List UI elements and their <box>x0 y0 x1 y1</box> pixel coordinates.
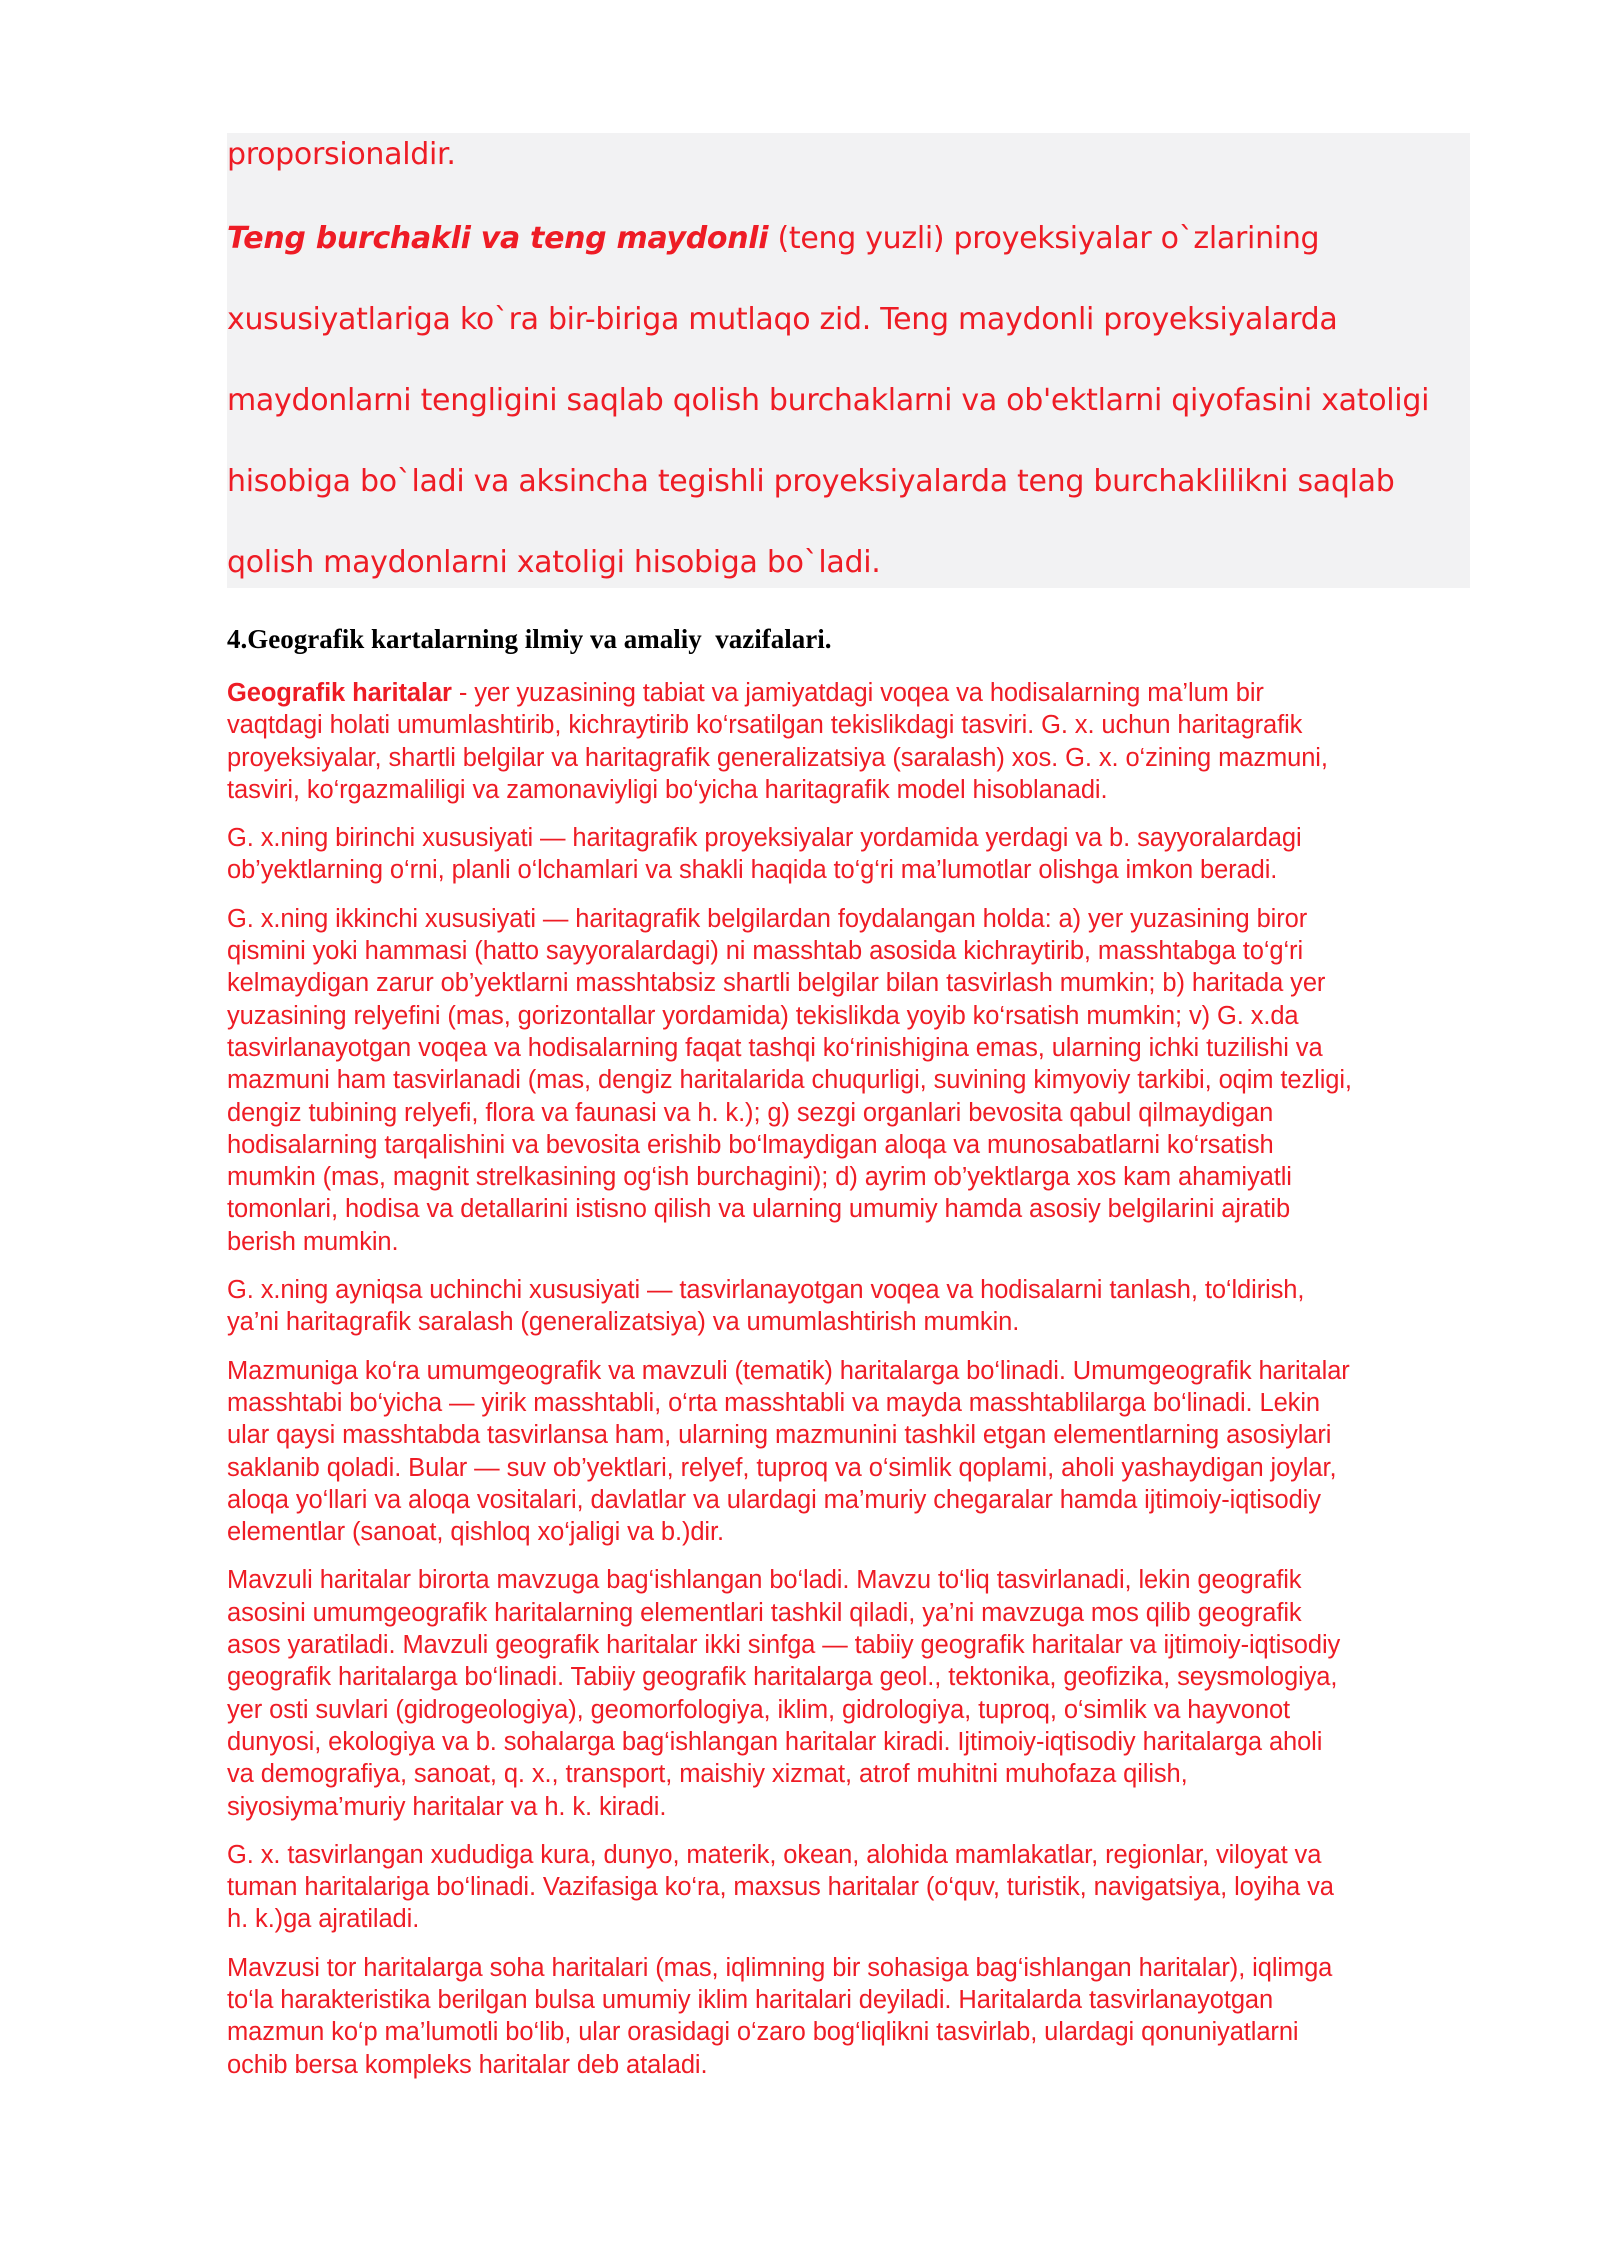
text-line <box>227 1355 1477 1387</box>
text-span: mumkin (mas, magnit strelkasining og‘ish burchagini); d) ayrim ob’yektlarga xos kam ahamiyatli <box>227 1163 1292 1192</box>
text-line <box>227 2049 1477 2081</box>
text-line: maydonlarni tengligini saqlab qolish burchaklarni va ob'ektlarni qiyofasini xatoligi <box>227 383 1430 418</box>
text-line <box>227 742 1477 774</box>
text-line <box>227 1193 1477 1225</box>
text-span: (teng yuzli) proyeksiyalar o`zlarining <box>768 221 1320 256</box>
text-span: qismini yoki hammasi (hatto sayyoralardagi) ni masshtab asosida kichraytirib, masshtabga to‘g‘ri <box>227 937 1304 966</box>
bold-term: Geografik haritalar <box>227 679 452 707</box>
text-line <box>227 1387 1477 1419</box>
text-line <box>227 1758 1477 1790</box>
text-span: geografik haritalarga bo‘linadi. Tabiiy geografik haritalarga geol., tektonika, geofizika, seysmologiya, <box>227 1663 1338 1692</box>
text-line <box>227 221 1319 256</box>
text-line <box>227 1484 1477 1516</box>
text-line <box>227 1097 1477 1129</box>
text-line <box>227 1032 1477 1064</box>
text-span: masshtabi bo‘yicha — yirik masshtabli, o‘rta masshtabli va mayda masshtablilarga bo‘linadi. Lekin <box>227 1388 1320 1417</box>
text-line <box>227 1903 1477 1935</box>
text-line <box>227 1129 1477 1161</box>
text-span: asos yaratiladi. Mavzuli geografik haritalar ikki sinfga — tabiiy geografik haritalar va ijtimoiy-iqtisodiy <box>227 1631 1341 1660</box>
text-span: ob’yektlarning o‘rni, planli o‘lchamlari va shakli haqida to‘g‘ri ma’lumotlar olishga imkon beradi. <box>227 856 1278 885</box>
paragraph <box>227 1274 1477 1339</box>
text-span: G. x.ning birinchi xususiyati — haritagrafik proyeksiyalar yordamida yerdagi va b. sayyoralardagi <box>227 824 1302 853</box>
text-line <box>227 854 1477 886</box>
text-span: mazmun ko‘p ma’lumotli bo‘lib, ular orasidagi o‘zaro bog‘liqlikni tasvirlab, ulardagi qonuniyatlarni <box>227 2018 1299 2047</box>
text-line <box>227 1274 1477 1306</box>
paragraph <box>227 1839 1477 1936</box>
highlighted-text-block <box>227 133 1470 588</box>
text-span: G. x. tasvirlangan xududiga kura, dunyo, materik, okean, alohida mamlakatlar, regionlar, viloyat va <box>227 1840 1322 1869</box>
text-span: tasviri, ko‘rgazmaliligi va zamonaviyligi bo‘yicha haritagrafik model hisoblanadi. <box>227 775 1108 804</box>
text-span: dunyosi, ekologiya va b. sohalarga bag‘ishlangan haritalar kiradi. Ijtimoiy-iqtisodiy haritalarga aholi <box>227 1727 1323 1756</box>
text-span: mazmuni ham tasvirlanadi (mas, dengiz haritalarida chuqurligi, suvining kimyoviy tarkibi, oqim tezligi, <box>227 1066 1352 1095</box>
text-line <box>227 1564 1477 1596</box>
text-span: to‘la harakteristika berilgan bulsa umumiy iklim haritalari deyiladi. Haritalarda tasvirlanayotgan <box>227 1985 1274 2014</box>
text-span: saklanib qoladi. Bular — suv ob’yektlari, relyef, tuproq va o‘simlik qoplami, aholi yashaydigan joylar, <box>227 1453 1337 1482</box>
paragraph <box>227 903 1477 1258</box>
text-span: ochib bersa kompleks haritalar deb ataladi. <box>227 2050 708 2079</box>
text-line <box>227 1952 1477 1984</box>
text-span: berish mumkin. <box>227 1227 399 1256</box>
paragraph <box>227 1952 1477 2081</box>
text-span: siyosiyma’muriy haritalar va h. k. kiradi. <box>227 1792 667 1821</box>
text-line <box>227 1597 1477 1629</box>
text-line <box>227 822 1477 854</box>
paragraph <box>227 677 1477 806</box>
text-line <box>227 1226 1477 1258</box>
text-line <box>227 967 1477 999</box>
text-span: tuman haritalariga bo‘linadi. Vazifasiga ko‘ra, maxsus haritalar (o‘quv, turistik, navigatsiya, loyiha va <box>227 1873 1334 1902</box>
text-span: Mavzusi tor haritalarga soha haritalari (mas, iqlimning bir sohasiga bag‘ishlangan haritalar), iqlimga <box>227 1953 1333 1982</box>
text-span: hodisalarning tarqalishini va bevosita erishib bo‘lmaydigan aloqa va munosabatlarni ko‘rsatish <box>227 1130 1274 1159</box>
paragraph <box>227 1355 1477 1549</box>
text-line: hisobiga bo`ladi va aksincha tegishli proyeksiyalarda teng burchaklilikni saqlab <box>227 464 1395 499</box>
paragraph <box>227 822 1477 887</box>
text-span: Mavzuli haritalar birorta mavzuga bag‘ishlangan bo‘ladi. Mavzu to‘liq tasvirlanadi, lekin geografik <box>227 1566 1302 1595</box>
text-line <box>227 1000 1477 1032</box>
text-line <box>227 903 1477 935</box>
text-line <box>227 1839 1477 1871</box>
text-span: kelmaydigan zarur ob’yektlarni masshtabsiz shartli belgilar bilan tasvirlash mumkin; b) haritada yer <box>227 969 1326 998</box>
text-span: tasvirlanayotgan voqea va hodisalarning faqat tashqi ko‘rinishigina emas, ularning ichki tuzilishi va <box>227 1033 1323 1062</box>
text-line <box>227 1984 1477 2016</box>
text-line <box>227 1516 1477 1548</box>
text-line <box>227 1306 1477 1338</box>
text-line <box>227 677 1477 709</box>
text-span: va demografiya, sanoat, q. x., transport, maishiy xizmat, atrof muhitni muhofaza qilish, <box>227 1760 1188 1789</box>
text-line <box>227 2016 1477 2048</box>
text-line <box>227 774 1477 806</box>
text-line <box>227 1694 1477 1726</box>
text-span: Mazmuniga ko‘ra umumgeografik va mavzuli (tematik) haritalarga bo‘linadi. Umumgeografik haritalar <box>227 1356 1350 1385</box>
text-line <box>227 935 1477 967</box>
text-line <box>227 1871 1477 1903</box>
text-span: dengiz tubining relyefi, flora va faunasi va h. k.); g) sezgi organlari bevosita qabul qilmaydigan <box>227 1098 1274 1127</box>
text-span: - yer yuzasining tabiat va jamiyatdagi voqea va hodisalarning ma’lum bir <box>451 679 1264 707</box>
text-line: proporsionaldir. <box>227 137 456 172</box>
text-span: proyeksiyalar, shartli belgilar va haritagrafik generalizatsiya (saralash) xos. G. x. o‘zining mazmuni, <box>227 743 1328 772</box>
text-line <box>227 709 1477 741</box>
text-line <box>227 1064 1477 1096</box>
bold-term: Teng burchakli va teng maydonli <box>227 221 769 256</box>
text-span: ya’ni haritagrafik saralash (generalizatsiya) va umumlashtirish mumkin. <box>227 1308 1020 1337</box>
text-span: elementlar (sanoat, qishloq xo‘jaligi va b.)dir. <box>227 1518 724 1547</box>
text-span: tomonlari, hodisa va detallarini istisno qilish va ularning umumiy hamda asosiy belgilarini ajratib <box>227 1195 1291 1224</box>
section-heading: 4.Geografik kartalarning ilmiy va amaliy vazifalari. <box>227 624 832 654</box>
text-span: h. k.)ga ajratiladi. <box>227 1905 420 1934</box>
text-line <box>227 1661 1477 1693</box>
text-span: G. x.ning ayniqsa uchinchi xususiyati — tasvirlanayotgan voqea va hodisalarni tanlash, to‘ldirish, <box>227 1276 1305 1305</box>
text-span: G. x.ning ikkinchi xususiyati — haritagrafik belgilardan foydalangan holda: a) yer yuzasining biror <box>227 904 1308 933</box>
text-span: vaqtdagi holati umumlashtirib, kichraytirib ko‘rsatilgan tekislikdagi tasviri. G. x. uchun haritagrafik <box>227 711 1303 740</box>
text-line <box>227 1161 1477 1193</box>
text-span: yuzasining relyefini (mas, gorizontallar yordamida) tekislikda yoyib ko‘rsatish mumkin; v) G. x.da <box>227 1001 1299 1030</box>
text-line <box>227 1791 1477 1823</box>
text-span: aloqa yo‘llari va aloqa vositalari, davlatlar va ulardagi ma’muriy chegaralar hamda ijtimoiy-iqtisodiy <box>227 1485 1321 1514</box>
text-line: xususiyatlariga ko`ra bir-biriga mutlaqo zid. Teng maydonli proyeksiyalarda <box>227 302 1338 337</box>
text-line <box>227 1726 1477 1758</box>
text-line: qolish maydonlarni xatoligi hisobiga bo`ladi. <box>227 545 881 580</box>
text-span: ular qaysi masshtabda tasvirlansa ham, ularning mazmunini tashkil etgan elementlarning asosiylari <box>227 1421 1332 1450</box>
text-span: yer osti suvlari (gidrogeologiya), geomorfologiya, iklim, gidrologiya, tuproq, o‘simlik va hayvonot <box>227 1695 1291 1724</box>
body-text <box>227 677 1477 2097</box>
text-line <box>227 1629 1477 1661</box>
text-line <box>227 1419 1477 1451</box>
text-line <box>227 1452 1477 1484</box>
text-span: asosini umumgeografik haritalarning elementlari tashkil qiladi, ya’ni mavzuga mos qilib geografik <box>227 1598 1302 1627</box>
paragraph <box>227 1564 1477 1822</box>
